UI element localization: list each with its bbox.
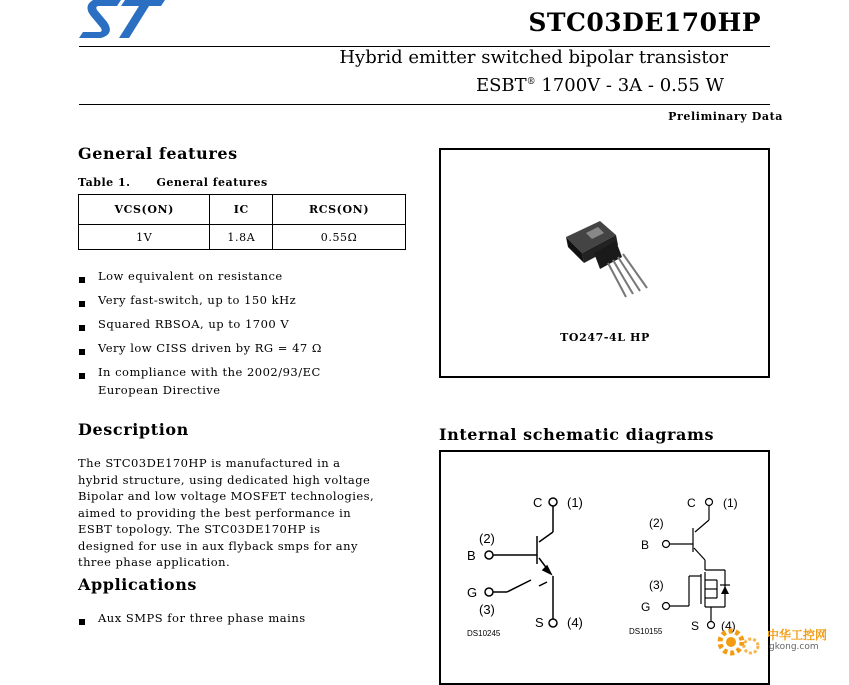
spec-line <box>430 75 724 96</box>
col-vcs: VCS(ON) <box>79 195 210 225</box>
description-heading: Description <box>78 420 189 439</box>
left-schematic <box>485 498 557 627</box>
list-item: Low equivalent on resistance <box>78 267 378 285</box>
right-body-diode <box>721 586 729 594</box>
right-c-label: C <box>687 496 696 510</box>
status-label: Preliminary Data <box>668 110 783 123</box>
table-title: General features <box>156 176 268 189</box>
right-pin4: (4) <box>721 619 736 633</box>
gear-icon <box>715 622 763 662</box>
cell-ic: 1.8A <box>210 225 273 250</box>
header-rule-bottom <box>79 104 770 105</box>
left-g-label: G <box>467 585 478 600</box>
right-pin1: (1) <box>723 496 738 510</box>
list-item: Squared RBSOA, up to 1700 V <box>78 315 378 333</box>
applications-list <box>78 609 378 633</box>
list-item: Aux SMPS for three phase mains <box>78 609 378 627</box>
features-heading: General features <box>78 144 238 163</box>
left-pin3: (3) <box>479 602 495 617</box>
left-pin4: (4) <box>567 615 583 630</box>
left-b-label: B <box>467 548 476 563</box>
watermark-cn: 中华工控网 <box>767 628 828 642</box>
col-rcs: RCS(ON) <box>273 195 406 225</box>
right-labels <box>629 496 738 636</box>
right-s-label: S <box>691 619 700 633</box>
list-item: Very fast-switch, up to 150 kHz <box>78 291 378 309</box>
left-pin2: (2) <box>479 531 495 546</box>
part-number: STC03DE170HP <box>528 8 761 37</box>
left-pin1: (1) <box>567 495 583 510</box>
table-row <box>79 225 406 250</box>
st-logo <box>79 0 169 40</box>
table-caption <box>78 176 268 189</box>
spec-rest: 1700V - 3A - 0.55 W <box>535 75 724 96</box>
table-header-row <box>79 195 406 225</box>
list-item: In compliance with the 2002/93/EC European Directive <box>78 363 368 399</box>
package-label: TO247-4L HP <box>560 331 650 344</box>
features-list <box>78 267 378 405</box>
list-item: Very low CISS driven by RG = 47 Ω <box>78 339 378 357</box>
applications-heading: Applications <box>78 575 198 594</box>
left-s-label: S <box>535 615 544 630</box>
right-pin2: (2) <box>649 516 664 530</box>
features-table <box>78 194 406 250</box>
watermark-url: gkong.com <box>769 642 819 652</box>
spec-prefix: ESBT <box>475 75 527 96</box>
left-labels <box>467 495 583 638</box>
right-g-label: G <box>641 600 651 614</box>
package-image <box>560 215 660 305</box>
right-b-label: B <box>641 538 650 552</box>
registered-mark: ® <box>526 77 536 87</box>
left-code: DS10245 <box>467 629 501 638</box>
right-schematic <box>663 499 726 629</box>
left-c-label: C <box>533 495 543 510</box>
subtitle: Hybrid emitter switched bipolar transistor <box>339 47 728 68</box>
description-text: The STC03DE170HP is manufactured in a hybrid structure, using dedicated high voltage Bipolar and low voltage MOSFET technologies, aimed to providing the best performance in ESBT topology. The STC03DE170HP is designed for use in aux flyback smps for any three phase application. <box>78 456 375 569</box>
col-ic: IC <box>210 195 273 225</box>
schematic-heading: Internal schematic diagrams <box>439 425 715 444</box>
table-number: Table 1. <box>78 176 131 189</box>
right-code: DS10155 <box>629 627 663 636</box>
cell-vcs: 1V <box>79 225 210 250</box>
cell-rcs: 0.55Ω <box>273 225 406 250</box>
right-pin3: (3) <box>649 578 664 592</box>
